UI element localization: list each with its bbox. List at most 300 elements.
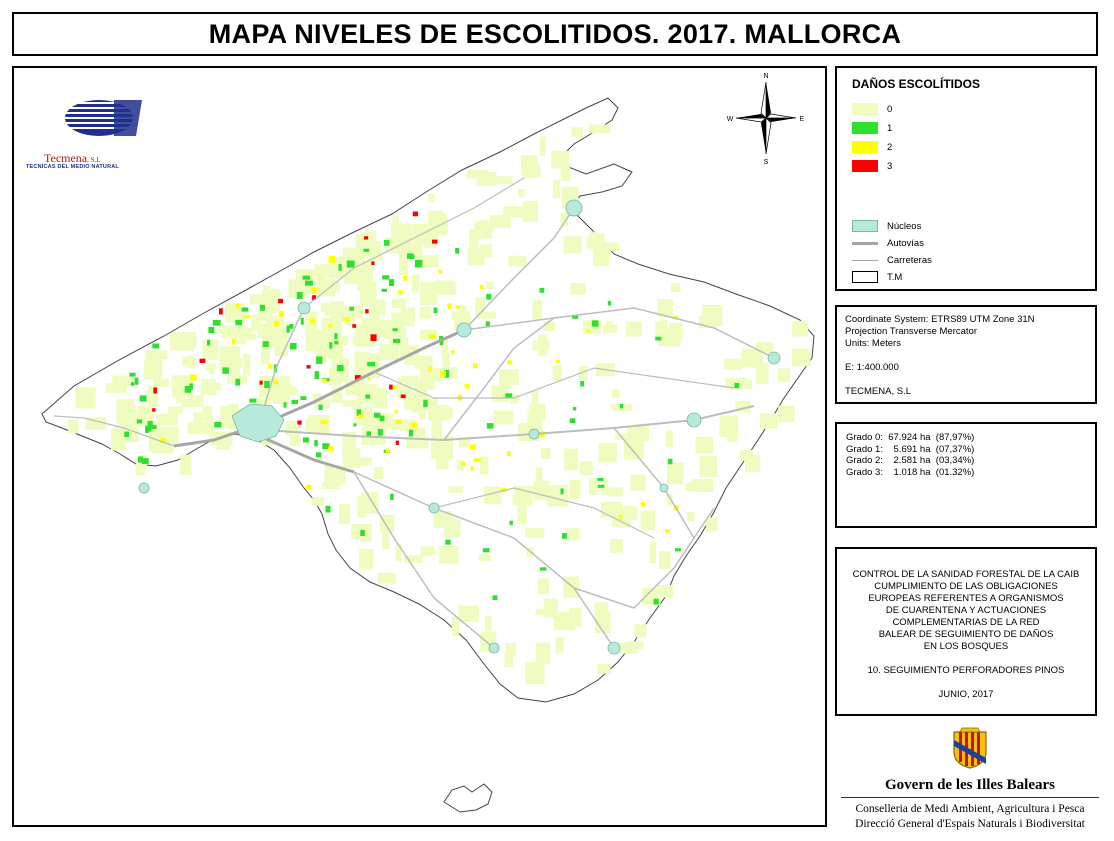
forest-patch-grade-3 [153,387,157,393]
forest-patch-grade-3 [352,324,356,328]
forest-patch-grade-1 [608,301,611,306]
legend-label-autovias: Autovías [887,238,924,249]
forest-patch-grade-0 [700,456,717,477]
pollenca-nucleus [566,200,582,216]
forest-patch-grade-2 [451,350,454,354]
forest-patch-grade-2 [398,290,402,295]
forest-patch-grade-1 [326,506,331,513]
forest-patch-grade-0 [369,300,386,316]
forest-patch-grade-1 [367,362,375,367]
forest-patch-grade-1 [314,440,318,446]
forest-patch-grade-0 [571,127,583,137]
forest-patch-grade-0 [538,578,549,594]
forest-patch-grade-0 [493,411,513,425]
forest-patch-grade-0 [312,497,324,506]
forest-patch-grade-0 [564,236,582,253]
forest-patch-grade-0 [401,308,415,323]
forest-patch-grade-2 [429,334,435,338]
nucleus [489,643,499,653]
forest-patch-grade-1 [675,548,681,551]
forest-patch-grade-0 [339,504,350,524]
legend-swatch-0 [852,103,878,115]
forest-patch-grade-0 [624,437,644,459]
forest-patch-grade-2 [328,446,334,451]
forest-patch-grade-2 [619,514,622,520]
forest-patch-grade-0 [626,322,642,337]
forest-patch-grade-0 [420,307,432,319]
forest-patch-grade-0 [567,528,580,540]
forest-patch-grade-0 [660,319,667,336]
forest-patch-grade-0 [518,189,524,197]
control-line: EUROPEAS REFERENTES A ORGANISMOS [868,593,1064,604]
forest-patch-grade-0 [76,387,96,408]
legend-swatch-1 [852,122,878,134]
forest-patch-grade-1 [289,324,293,329]
forest-patch-grade-2 [473,364,478,369]
forest-patch-grade-2 [403,276,407,281]
forest-patch-grade-2 [236,304,240,309]
map-panel [12,66,827,827]
forest-patch-grade-0 [176,393,185,403]
forest-patch-grade-0 [792,321,808,337]
forest-patch-grade-2 [641,502,646,507]
scale: E: 1:400.000 [845,362,899,373]
forest-patch-grade-0 [553,180,560,198]
forest-patch-grade-0 [358,457,372,465]
arta-nucleus [768,352,780,364]
mallorca-map [14,68,825,825]
forest-patch-grade-2 [461,462,465,466]
forest-patch-grade-0 [649,542,656,564]
forest-patch-grade-0 [374,467,383,480]
forest-patch-grade-2 [507,360,512,364]
forest-patch-grade-0 [541,448,551,459]
forest-patch-grade-0 [316,341,331,359]
forest-patch-grade-0 [720,416,739,438]
nucleus [139,483,149,493]
forest-patch-grade-2 [439,270,443,274]
forest-patch-grade-1 [316,357,322,364]
forest-patch-grade-0 [420,291,436,306]
coordinate-system: Coordinate System: ETRS89 UTM Zone 31N [845,314,1035,325]
forest-patch-grade-0 [443,353,450,371]
control-topic: 10. SEGUIMIENTO PERFORADORES PINOS [867,665,1065,676]
forest-patch-grade-0 [570,480,581,499]
forest-patch-grade-0 [168,407,183,414]
island-landmass [42,98,814,812]
forest-patch-grade-0 [536,467,542,486]
forest-patch-grade-0 [508,256,526,267]
nucleus [529,429,539,439]
legend-item-carreteras [852,255,932,266]
forest-patch-grade-0 [444,519,461,538]
forest-patch-grade-2 [273,379,278,384]
forest-patch-grade-1 [292,400,299,404]
forest-patch-grade-1 [189,383,193,389]
forest-patch-grade-0 [599,443,617,463]
forest-patch-grade-0 [612,389,620,398]
forest-patch-grade-0 [702,305,722,326]
cabrera-outline [444,784,492,812]
forest-patch-grade-0 [603,325,617,333]
forest-patch-grade-1 [135,378,139,385]
forest-patch-grade-1 [297,292,303,299]
forest-patch-grade-3 [371,261,374,265]
forest-patch-grade-2 [311,287,317,292]
forest-patch-grade-0 [538,335,547,357]
forest-patch-grade-2 [456,305,461,308]
forest-patch-grade-2 [368,377,371,380]
forest-patch-grade-1 [384,240,390,246]
units: Units: Meters [845,338,901,349]
forest-patch-grade-1 [129,373,135,377]
control-panel [835,547,1097,716]
control-line: COMPLEMENTARIAS DE LA RED [892,617,1040,628]
legend-item-0 [852,103,892,115]
forest-patch-grade-0 [525,662,544,684]
forest-patch-grade-1 [353,423,356,426]
forest-patch-grade-1 [329,342,332,349]
nucleus [429,503,439,513]
forest-patch-grade-0 [180,455,191,475]
forest-patch-grade-1 [734,383,739,388]
legend-label-0: 0 [887,103,893,115]
legend-label-carreteras: Carreteras [887,255,932,266]
forest-patch-grade-0 [354,352,367,364]
forest-patch-grade-0 [266,318,285,337]
forest-patch-grade-1 [434,308,438,314]
forest-patch-grade-1 [486,294,491,300]
forest-patch-grade-0 [485,616,492,631]
forest-patch-grade-3 [413,212,418,217]
legend-label-3: 3 [887,160,893,172]
forest-patch-grade-2 [411,423,418,429]
forest-patch-grade-2 [310,319,315,324]
forest-patch-grade-0 [431,421,442,436]
forest-patch-grade-3 [401,395,406,399]
forest-patch-grade-2 [386,449,390,453]
forest-patch-grade-0 [536,642,550,664]
forest-patch-grade-3 [364,236,368,239]
forest-patch-grade-0 [587,237,594,249]
forest-patch-grade-3 [278,299,283,303]
forest-patch-grade-1 [145,426,149,434]
forest-patch-grade-0 [527,412,542,431]
stat-grado-3: Grado 3: 1.018 ha (01.32%) [846,466,975,478]
forest-patch-grade-0 [343,448,361,468]
forest-patch-grade-0 [382,529,389,549]
forest-patch-grade-0 [500,372,515,381]
govern-name: Govern de les Illes Balears [885,777,1055,793]
forest-patch-grade-1 [483,548,490,552]
forest-patch-grade-0 [193,412,203,432]
legend-swatch-tm [852,271,878,283]
forest-patch-grade-1 [249,399,256,403]
forest-patch-grade-0 [599,243,619,251]
forest-patch-grade-2 [507,451,511,456]
forest-patch-grade-1 [389,279,394,286]
forest-patch-grade-2 [465,384,470,389]
forest-patch-grade-2 [358,414,364,418]
forest-patch-grade-0 [357,384,377,404]
forest-patch-grade-1 [142,458,149,464]
forest-patch-grade-1 [409,430,413,437]
forest-patch-grade-0 [225,303,245,313]
forest-patch-grade-0 [533,300,542,320]
legend-swatch-carreteras [852,260,878,261]
forest-patch-grade-2 [244,315,250,318]
forest-patch-grade-0 [724,359,742,370]
tecmena-suffix: , S.L [87,156,101,164]
govern-block [835,726,1105,836]
forest-patch-grade-3 [389,385,393,390]
compass-e-label: E [799,116,805,123]
forest-patch-grade-1 [301,318,304,325]
legend-title: DAÑOS ESCOLÍTIDOS [852,77,981,91]
forest-patch-grade-3 [396,441,399,445]
forest-patch-grade-1 [382,275,389,279]
forest-patch-grade-0 [321,303,336,313]
forest-patch-grade-1 [393,328,398,331]
forest-patch-grade-1 [455,248,459,254]
forest-patch-grade-3 [297,421,301,425]
legend-swatch-2 [852,141,878,153]
forest-patch-grade-2 [448,303,452,309]
forest-patch-grade-1 [140,395,147,401]
forest-patch-grade-2 [474,458,481,461]
forest-patch-grade-0 [343,248,362,262]
forest-patch-grade-0 [792,349,810,367]
forest-patch-grade-0 [219,358,242,368]
legend-panel [835,66,1097,291]
forest-patch-grade-0 [146,351,168,359]
forest-patch-grade-1 [393,339,400,343]
forest-patch-grade-0 [556,637,564,653]
forest-patch-grade-2 [328,324,332,327]
forest-patch-grade-3 [219,308,223,314]
control-line: CONTROL DE LA SANIDAD FORESTAL DE LA CAIB [852,569,1080,580]
forest-patch-grade-0 [589,478,597,495]
forest-patch-grade-2 [556,360,560,363]
forest-patch-grade-1 [315,371,319,379]
forest-patch-grade-0 [741,380,752,389]
forest-patch-grade-0 [421,546,435,556]
forest-patch-grade-2 [470,444,476,449]
forest-patch-grade-1 [284,402,287,407]
forest-patch-grade-0 [361,492,379,514]
tecmena-subtitle: TECNICAS DEL MEDIO NATURAL [26,164,119,170]
legend-swatch-nucleos [852,220,878,232]
forest-patch-grade-0 [201,379,216,395]
projection: Projection Transverse Mercator [845,326,977,337]
forest-patch-grade-1 [208,327,214,333]
forest-patch-grade-1 [260,305,265,311]
title-panel [12,12,1098,56]
forest-patch-grade-0 [401,376,418,385]
forest-patch-grade-0 [243,354,250,375]
forest-patch-grade-0 [589,125,611,134]
forest-patch-grade-1 [242,308,249,312]
forest-patch-grade-1 [214,422,221,428]
forest-patch-grade-0 [513,495,533,506]
forest-patch-grade-1 [235,379,240,386]
control-line: EN LOS BOSQUES [923,641,1009,652]
forest-patch-grade-1 [668,459,673,465]
forest-patch-grade-0 [392,215,399,234]
inca-nucleus [457,323,471,337]
stat-grado-1: Grado 1: 5.691 ha (07,37%) [846,443,975,455]
compass-north-arrow [766,82,771,118]
forest-patch-grade-0 [778,368,790,382]
forest-patch-grade-1 [347,261,355,268]
forest-patch-grade-1 [415,260,422,268]
forest-patch-grade-0 [760,413,778,428]
forest-patch-grade-1 [213,320,221,326]
forest-patch-grade-0 [570,283,585,295]
forest-patch-grade-1 [382,289,387,292]
forest-patch-grade-0 [205,364,216,371]
forest-patch-grade-0 [399,253,408,275]
forest-patch-grade-1 [264,381,270,388]
forest-patch-grade-2 [279,311,284,317]
forest-patch-grade-3 [307,365,311,368]
forest-patch-grade-1 [620,404,623,408]
forest-patch-grade-0 [740,450,753,461]
forest-patch-grade-0 [671,283,680,292]
forest-patch-grade-2 [586,330,591,333]
forest-patch-grade-0 [449,487,464,493]
forest-patch-grade-2 [190,375,196,381]
forest-patch-grade-2 [306,485,311,489]
forest-patch-grade-2 [471,466,474,471]
forest-patch-grade-0 [322,318,342,341]
forest-patch-grade-1 [561,488,564,494]
forest-patch-grade-0 [659,551,670,569]
forest-patch-grade-2 [274,321,279,327]
forest-patch-grade-1 [148,421,153,426]
forest-patch-grade-0 [685,483,703,492]
control-line: DE CUARENTENA Y ACTUACIONES [885,605,1047,616]
forest-patch-grade-0 [251,315,260,332]
forest-patch-grade-0 [359,549,373,569]
forest-patch-grade-0 [657,585,674,598]
legend-item-autovias [852,238,924,249]
forest-patch-grade-1 [423,400,428,408]
forest-patch-grade-0 [497,176,513,184]
forest-patch-grade-1 [334,341,338,345]
legend-item-1 [852,122,892,134]
legend-item-nucleos [852,220,921,232]
legend-label-nucleos: Núcleos [887,220,922,232]
forest-patch-grade-2 [268,364,272,369]
santanyi-nucleus [608,642,620,654]
legend-item-2 [852,141,892,153]
stat-grado-0: Grado 0: 67.924 ha (87,97%) [846,432,975,443]
forest-patch-grade-1 [138,457,143,463]
forest-patch-grade-1 [380,416,385,422]
forest-patch-grade-0 [598,664,611,674]
forest-patch-grade-1 [360,530,365,536]
forest-patch-grade-3 [371,334,377,341]
forest-patch-grade-0 [506,643,516,656]
legend-item-tm [852,271,902,283]
forest-patch-grade-0 [202,406,211,420]
legend-swatch-3 [852,160,878,172]
forest-patch-grade-0 [154,379,169,387]
forest-patch-grade-1 [540,567,547,570]
forest-patch-grade-2 [429,367,432,372]
forest-patch-grade-1 [598,485,605,488]
forest-patch-grade-0 [610,539,623,553]
legend-label-tm: T.M [887,271,903,283]
forest-patch-grade-0 [144,359,160,379]
forest-patch-grade-1 [235,320,242,325]
forest-patch-grade-0 [553,366,562,381]
forest-patch-grade-1 [655,337,661,341]
forest-patch-grade-1 [300,396,306,400]
forest-patch-grade-1 [597,478,603,481]
forest-patch-grade-0 [173,332,196,348]
forest-patch-grade-0 [608,487,624,496]
forest-patch-grade-1 [334,333,337,339]
compass-rose [727,73,805,166]
forest-patch-grade-0 [370,353,381,369]
forest-patch-grade-1 [487,423,494,429]
forest-patch-grade-1 [339,264,342,271]
forest-patch-grade-1 [654,599,659,605]
forest-patch-grade-1 [493,595,498,600]
forest-patch-grade-0 [322,483,340,490]
forest-patch-grade-0 [68,420,78,433]
forest-patch-grade-0 [547,485,568,506]
forest-patch-grade-0 [525,528,544,538]
forest-patch-grade-0 [635,624,647,637]
forest-patch-grade-0 [706,517,718,531]
legend-label-2: 2 [887,141,893,153]
forest-patch-grade-1 [124,432,129,437]
forest-patch-grade-1 [152,344,159,349]
compass-n-label: N [763,73,769,80]
legend-swatch-autovias [852,242,878,245]
forest-patch-grade-0 [580,461,593,474]
forest-patch-grade-0 [619,643,637,654]
forest-patch-grade-0 [357,268,373,291]
forest-patch-grade-0 [223,327,232,339]
forest-patch-grade-2 [343,317,350,321]
stats-panel [835,422,1097,528]
forest-patch-grade-0 [412,275,420,293]
forest-patch-grade-2 [396,420,402,424]
forest-patch-grade-0 [377,573,396,584]
forest-patch-grade-1 [290,343,297,350]
forest-patch-grade-1 [445,540,450,545]
forest-patch-grade-0 [544,321,555,331]
author: TECMENA, S.L [845,386,911,397]
forest-patch-grade-0 [315,264,331,277]
forest-patch-grade-1 [570,418,576,423]
forest-patch-grade-0 [687,512,695,521]
legend-label-1: 1 [887,122,893,134]
forest-patch-grade-0 [564,449,578,471]
forest-patch-grade-1 [592,320,599,326]
forest-patch-grade-1 [349,307,354,311]
forest-patch-grade-3 [152,408,155,412]
forest-patch-grade-2 [322,379,327,383]
compass-w-label: W [726,116,734,123]
forest-patch-grade-0 [392,299,406,309]
forest-patch-grade-1 [562,533,567,539]
forest-patch-grade-0 [630,475,645,491]
